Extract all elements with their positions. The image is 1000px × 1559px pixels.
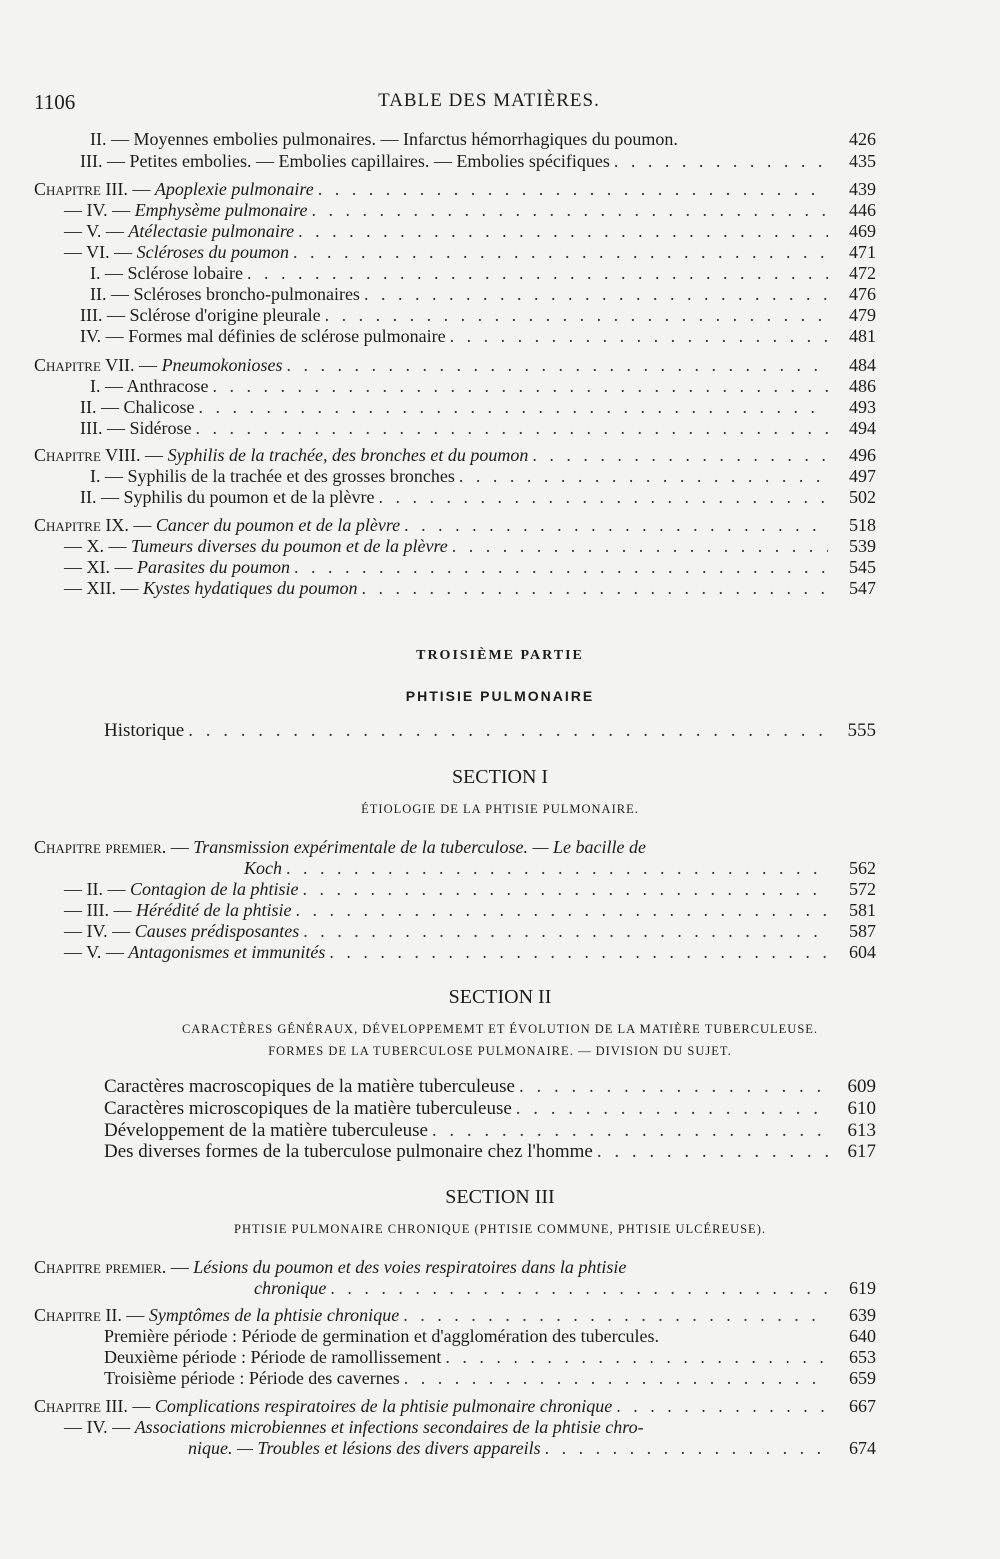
entry-text	[64, 556, 290, 578]
page-ref: 446	[849, 200, 876, 220]
entry-text: Koch	[244, 858, 282, 878]
entry-text: Hérédité de la phtisie	[135, 900, 292, 920]
entry-text: Chapitre VIII. —	[34, 445, 168, 465]
toc-entry	[90, 375, 876, 397]
entry-text	[34, 1395, 612, 1417]
dot-leader	[287, 354, 828, 376]
page-ref: 572	[849, 879, 876, 899]
toc-entry	[104, 1325, 876, 1347]
page-ref: 469	[849, 221, 876, 241]
entry-text: III. —	[80, 418, 130, 438]
entry-text: chronique	[254, 1278, 327, 1298]
section-title: SECTION III	[445, 1186, 555, 1208]
toc-entry	[80, 325, 876, 347]
toc-entry	[104, 1367, 876, 1389]
entry-text	[90, 283, 360, 305]
toc-entry	[104, 1141, 876, 1163]
dot-leader	[450, 325, 828, 347]
entry-text	[80, 304, 321, 326]
entry-text: II. —	[80, 487, 124, 507]
section-subtitle: CARACTÈRES GÉNÉRAUX, DÉVELOPPEMEMT ET ÉVOLUTION DE LA MATIÈRE TUBERCULEUSE.	[181, 1022, 819, 1036]
entry-text	[64, 199, 307, 221]
entry-text: Cancer du poumon et de la plèvre	[155, 515, 401, 535]
entry-text: Antagonismes et immunités	[128, 942, 326, 962]
page-ref: 502	[849, 487, 876, 507]
entry-text	[80, 486, 374, 508]
toc-entry	[104, 1346, 876, 1368]
toc-entry-historique	[104, 720, 876, 742]
entry-text	[90, 262, 243, 284]
entry-text	[80, 325, 446, 347]
section-subtitle: ÉTIOLOGIE DE LA PHTISIE PULMONAIRE.	[361, 802, 639, 816]
entry-text: Syphilis de la trachée, des bronches et du poumon	[167, 445, 529, 465]
entry-text: Chapitre VII. —	[34, 355, 162, 375]
dot-leader	[432, 1120, 828, 1142]
dot-leader	[404, 1367, 828, 1389]
entry-text: Symptômes de la phtisie chronique	[148, 1305, 400, 1325]
toc-entry	[80, 304, 876, 326]
entry-text: Atélectasie pulmonaire	[128, 221, 295, 241]
page-ref: 426	[849, 129, 876, 149]
dot-leader	[329, 941, 828, 963]
entry-text: — IV. —	[64, 200, 135, 220]
entry-text: II. — Moyennes embolies pulmonaires. — Infarctus hémorrhagiques du poumon.	[90, 129, 678, 149]
toc-entry	[80, 486, 876, 508]
page-ref: 539	[849, 536, 876, 556]
toc-entry	[90, 128, 876, 150]
dot-leader	[195, 417, 828, 439]
entry-text	[64, 535, 448, 557]
entry-text: nique. — Troubles et lésions des divers appareils	[188, 1438, 541, 1458]
entry-text: Des diverses formes de la tuberculose pulmonaire chez l'homme	[104, 1141, 593, 1162]
page-ref: 496	[849, 445, 876, 465]
toc-entry	[34, 444, 876, 466]
page-ref: 518	[849, 515, 876, 535]
entry-text: Formes mal définies de sclérose pulmonaire	[128, 326, 446, 346]
entry-text	[188, 1437, 541, 1459]
dot-leader	[294, 556, 828, 578]
toc-entry	[34, 178, 876, 200]
entry-text: III. —	[80, 305, 130, 325]
toc-entry	[90, 262, 876, 284]
page-ref: 587	[849, 921, 876, 941]
dot-leader	[318, 178, 828, 200]
entry-text: — IV. —	[64, 1417, 135, 1437]
entry-text	[64, 899, 291, 921]
entry-text: Caractères microscopiques de la matière tuberculeuse	[104, 1098, 512, 1119]
entry-text: Contagion de la phtisie	[130, 879, 299, 899]
dot-leader	[298, 220, 828, 242]
part-name: PHTISIE PULMONAIRE	[405, 688, 595, 704]
page-ref: 497	[849, 466, 876, 486]
page-ref: 581	[849, 900, 876, 920]
entry-text: Associations microbiennes et infections secondaires de la phtisie chro-	[134, 1417, 644, 1437]
toc-entry	[64, 878, 876, 900]
entry-text	[34, 444, 528, 466]
toc-entry	[90, 283, 876, 305]
section-subtitle: FORMES DE LA TUBERCULOSE PULMONAIRE. — DIVISION DU SUJET.	[268, 1044, 732, 1058]
dot-leader	[404, 514, 828, 536]
toc-entry	[64, 535, 876, 557]
page-ref: 439	[849, 179, 876, 199]
entry-text: Sclérose lobaire	[127, 263, 243, 283]
entry-text: — XI. —	[64, 557, 137, 577]
entry-text: Anthracose	[126, 376, 209, 396]
toc-entry	[104, 1076, 876, 1098]
entry-text: Deuxième période : Période de ramollissement	[104, 1347, 442, 1367]
section-subtitle: PHTISIE PULMONAIRE CHRONIQUE (PHTISIE COMMUNE, PHTISIE ULCÉREUSE).	[234, 1222, 766, 1236]
entry-text	[64, 941, 325, 963]
section-title: SECTION II	[448, 986, 552, 1008]
toc-entry	[34, 1395, 876, 1417]
dot-leader	[616, 1395, 828, 1417]
page-ref: 610	[847, 1098, 876, 1119]
page-ref: 674	[849, 1438, 876, 1458]
toc-entry	[64, 941, 876, 963]
page-ref: 617	[847, 1141, 876, 1162]
toc-entry	[64, 899, 876, 921]
entry-text: Caractères macroscopiques de la matière tuberculeuse	[104, 1076, 515, 1097]
toc-entry	[90, 465, 876, 487]
entry-text	[34, 836, 646, 858]
dot-leader	[614, 150, 828, 172]
entry-text: Scléroses broncho-pulmonaires	[133, 284, 360, 304]
running-title: TABLE DES MATIÈRES.	[378, 90, 600, 111]
toc-entry	[64, 556, 876, 578]
toc-entry	[34, 1256, 876, 1278]
entry-text: I. —	[90, 466, 128, 486]
page-ref: 493	[849, 397, 876, 417]
entry-text: Causes prédisposantes	[134, 921, 300, 941]
dot-leader	[597, 1141, 828, 1163]
entry-text: II. —	[90, 284, 134, 304]
dot-leader	[247, 262, 828, 284]
toc-entry	[34, 1304, 876, 1326]
toc-entry	[80, 396, 876, 418]
entry-text: Chapitre premier. —	[34, 1257, 194, 1277]
entry-text: Syphilis de la trachée et des grosses bronches	[127, 466, 455, 486]
page-ref: 435	[849, 151, 876, 171]
page-ref: 479	[849, 305, 876, 325]
entry-text: Chapitre II. —	[34, 1305, 149, 1325]
entry-text: Première période : Période de germination et d'agglomération des tubercules.	[104, 1326, 660, 1346]
page-ref: 562	[849, 858, 876, 878]
entry-text	[64, 1416, 644, 1438]
entry-text	[34, 178, 314, 200]
entry-text: Troisième période : Période des cavernes	[104, 1368, 400, 1388]
entry-text	[90, 465, 455, 487]
page-ref: 472	[849, 263, 876, 283]
page-ref: 484	[849, 355, 876, 375]
page-ref: 613	[847, 1120, 876, 1141]
entry-text: Kystes hydatiques du poumon	[143, 578, 358, 598]
page-ref: 604	[849, 942, 876, 962]
dot-leader	[212, 375, 828, 397]
entry-text: — XII. —	[64, 578, 143, 598]
page-ref: 653	[849, 1347, 876, 1367]
entry-text	[64, 920, 299, 942]
toc-entry	[64, 920, 876, 942]
dot-leader	[378, 486, 828, 508]
part-label: TROISIÈME PARTIE	[416, 648, 584, 663]
dot-leader	[311, 199, 828, 221]
page-ref: 486	[849, 376, 876, 396]
dot-leader	[545, 1437, 828, 1459]
page-ref: 471	[849, 242, 876, 262]
page-ref: 619	[849, 1278, 876, 1298]
toc-entry	[34, 354, 876, 376]
entry-text: Sclérose d'origine pleurale	[129, 305, 321, 325]
entry-text: Lésions du poumon et des voies respiratoires dans la phtisie	[193, 1257, 627, 1277]
entry-text: III. — Petites embolies. — Embolies capillaires. — Embolies spécifiques	[80, 151, 610, 171]
entry-text	[34, 1304, 399, 1326]
page-ref: 476	[849, 284, 876, 304]
page-ref: 547	[849, 578, 876, 598]
entry-text: — X. —	[64, 536, 131, 556]
page-header	[34, 90, 1000, 116]
dot-leader	[516, 1098, 828, 1120]
dot-leader	[452, 535, 828, 557]
entry-text: I. —	[90, 263, 128, 283]
entry-text: Chapitre III. —	[34, 179, 155, 199]
dot-leader	[361, 577, 828, 599]
entry-text: — V. —	[64, 221, 129, 241]
entry-text	[34, 514, 400, 536]
page-number: 1106	[34, 90, 76, 114]
toc-entry	[64, 220, 876, 242]
entry-text: Transmission expérimentale de la tuberculose. — Le bacille de	[193, 837, 647, 857]
dot-leader	[519, 1076, 828, 1098]
toc-entry	[104, 1120, 876, 1142]
entry-text: Chalicose	[123, 397, 195, 417]
dot-leader	[459, 465, 828, 487]
entry-text: — II. —	[64, 879, 130, 899]
entry-text: Parasites du poumon	[137, 557, 290, 577]
page-ref: 555	[847, 720, 876, 741]
toc-entry-continued	[244, 857, 876, 879]
entry-text	[34, 1256, 626, 1278]
dot-leader	[198, 396, 828, 418]
entry-text: IV. —	[80, 326, 129, 346]
entry-text: Complications respiratoires de la phtisie pulmonaire chronique	[154, 1396, 613, 1416]
toc-entry	[34, 836, 876, 858]
toc-entry	[104, 1098, 876, 1120]
entry-text	[244, 857, 282, 879]
entry-text: — V. —	[64, 942, 129, 962]
section-title: SECTION I	[451, 766, 549, 788]
page-ref: 545	[849, 557, 876, 577]
entry-text	[64, 878, 299, 900]
entry-text: I. —	[90, 376, 127, 396]
page-ref: 639	[849, 1305, 876, 1325]
dot-leader	[293, 241, 828, 263]
page-ref: 659	[849, 1368, 876, 1388]
toc-entry-continued	[188, 1437, 876, 1459]
dot-leader	[295, 899, 828, 921]
entry-text: Sidérose	[129, 418, 192, 438]
entry-text: Chapitre IX. —	[34, 515, 156, 535]
dot-leader	[188, 720, 828, 742]
entry-text: — III. —	[64, 900, 136, 920]
entry-text: Scléroses du poumon	[136, 242, 289, 262]
toc-entry	[34, 514, 876, 536]
entry-text	[80, 417, 191, 439]
entry-text: Historique	[104, 720, 185, 741]
dot-leader	[325, 304, 828, 326]
entry-text: Développement de la matière tuberculeuse	[104, 1120, 428, 1141]
toc-entry	[80, 150, 876, 172]
entry-text: Chapitre III. —	[34, 1396, 155, 1416]
page-ref: 640	[849, 1326, 876, 1346]
page-ref: 494	[849, 418, 876, 438]
entry-text	[34, 354, 283, 376]
toc-entry	[80, 417, 876, 439]
entry-text	[64, 220, 294, 242]
entry-text: II. —	[80, 397, 124, 417]
entry-text	[80, 396, 194, 418]
entry-text	[254, 1277, 326, 1299]
dot-leader	[403, 1304, 828, 1326]
entry-text: Apoplexie pulmonaire	[154, 179, 314, 199]
toc-entry	[64, 577, 876, 599]
entry-text	[90, 375, 208, 397]
entry-text: Syphilis du poumon et de la plèvre	[123, 487, 375, 507]
page-ref: 667	[849, 1396, 876, 1416]
entry-text	[64, 241, 289, 263]
dot-leader	[532, 444, 828, 466]
dot-leader	[364, 283, 828, 305]
entry-text: — IV. —	[64, 921, 135, 941]
dot-leader	[303, 920, 828, 942]
entry-text: Tumeurs diverses du poumon et de la plèvre	[131, 536, 448, 556]
page-ref: 609	[847, 1076, 876, 1097]
entry-text: Emphysème pulmonaire	[134, 200, 308, 220]
entry-text: Chapitre premier. —	[34, 837, 194, 857]
entry-text: — VI. —	[64, 242, 137, 262]
toc-entry	[64, 241, 876, 263]
entry-text: Pneumokonioses	[161, 355, 283, 375]
page-ref: 481	[849, 326, 876, 346]
toc-entry	[64, 1416, 876, 1438]
dot-leader	[445, 1346, 828, 1368]
dot-leader	[286, 857, 828, 879]
dot-leader	[303, 878, 829, 900]
toc-entry-continued	[254, 1277, 876, 1299]
entry-text	[64, 577, 357, 599]
toc-entry	[64, 199, 876, 221]
dot-leader	[330, 1277, 828, 1299]
